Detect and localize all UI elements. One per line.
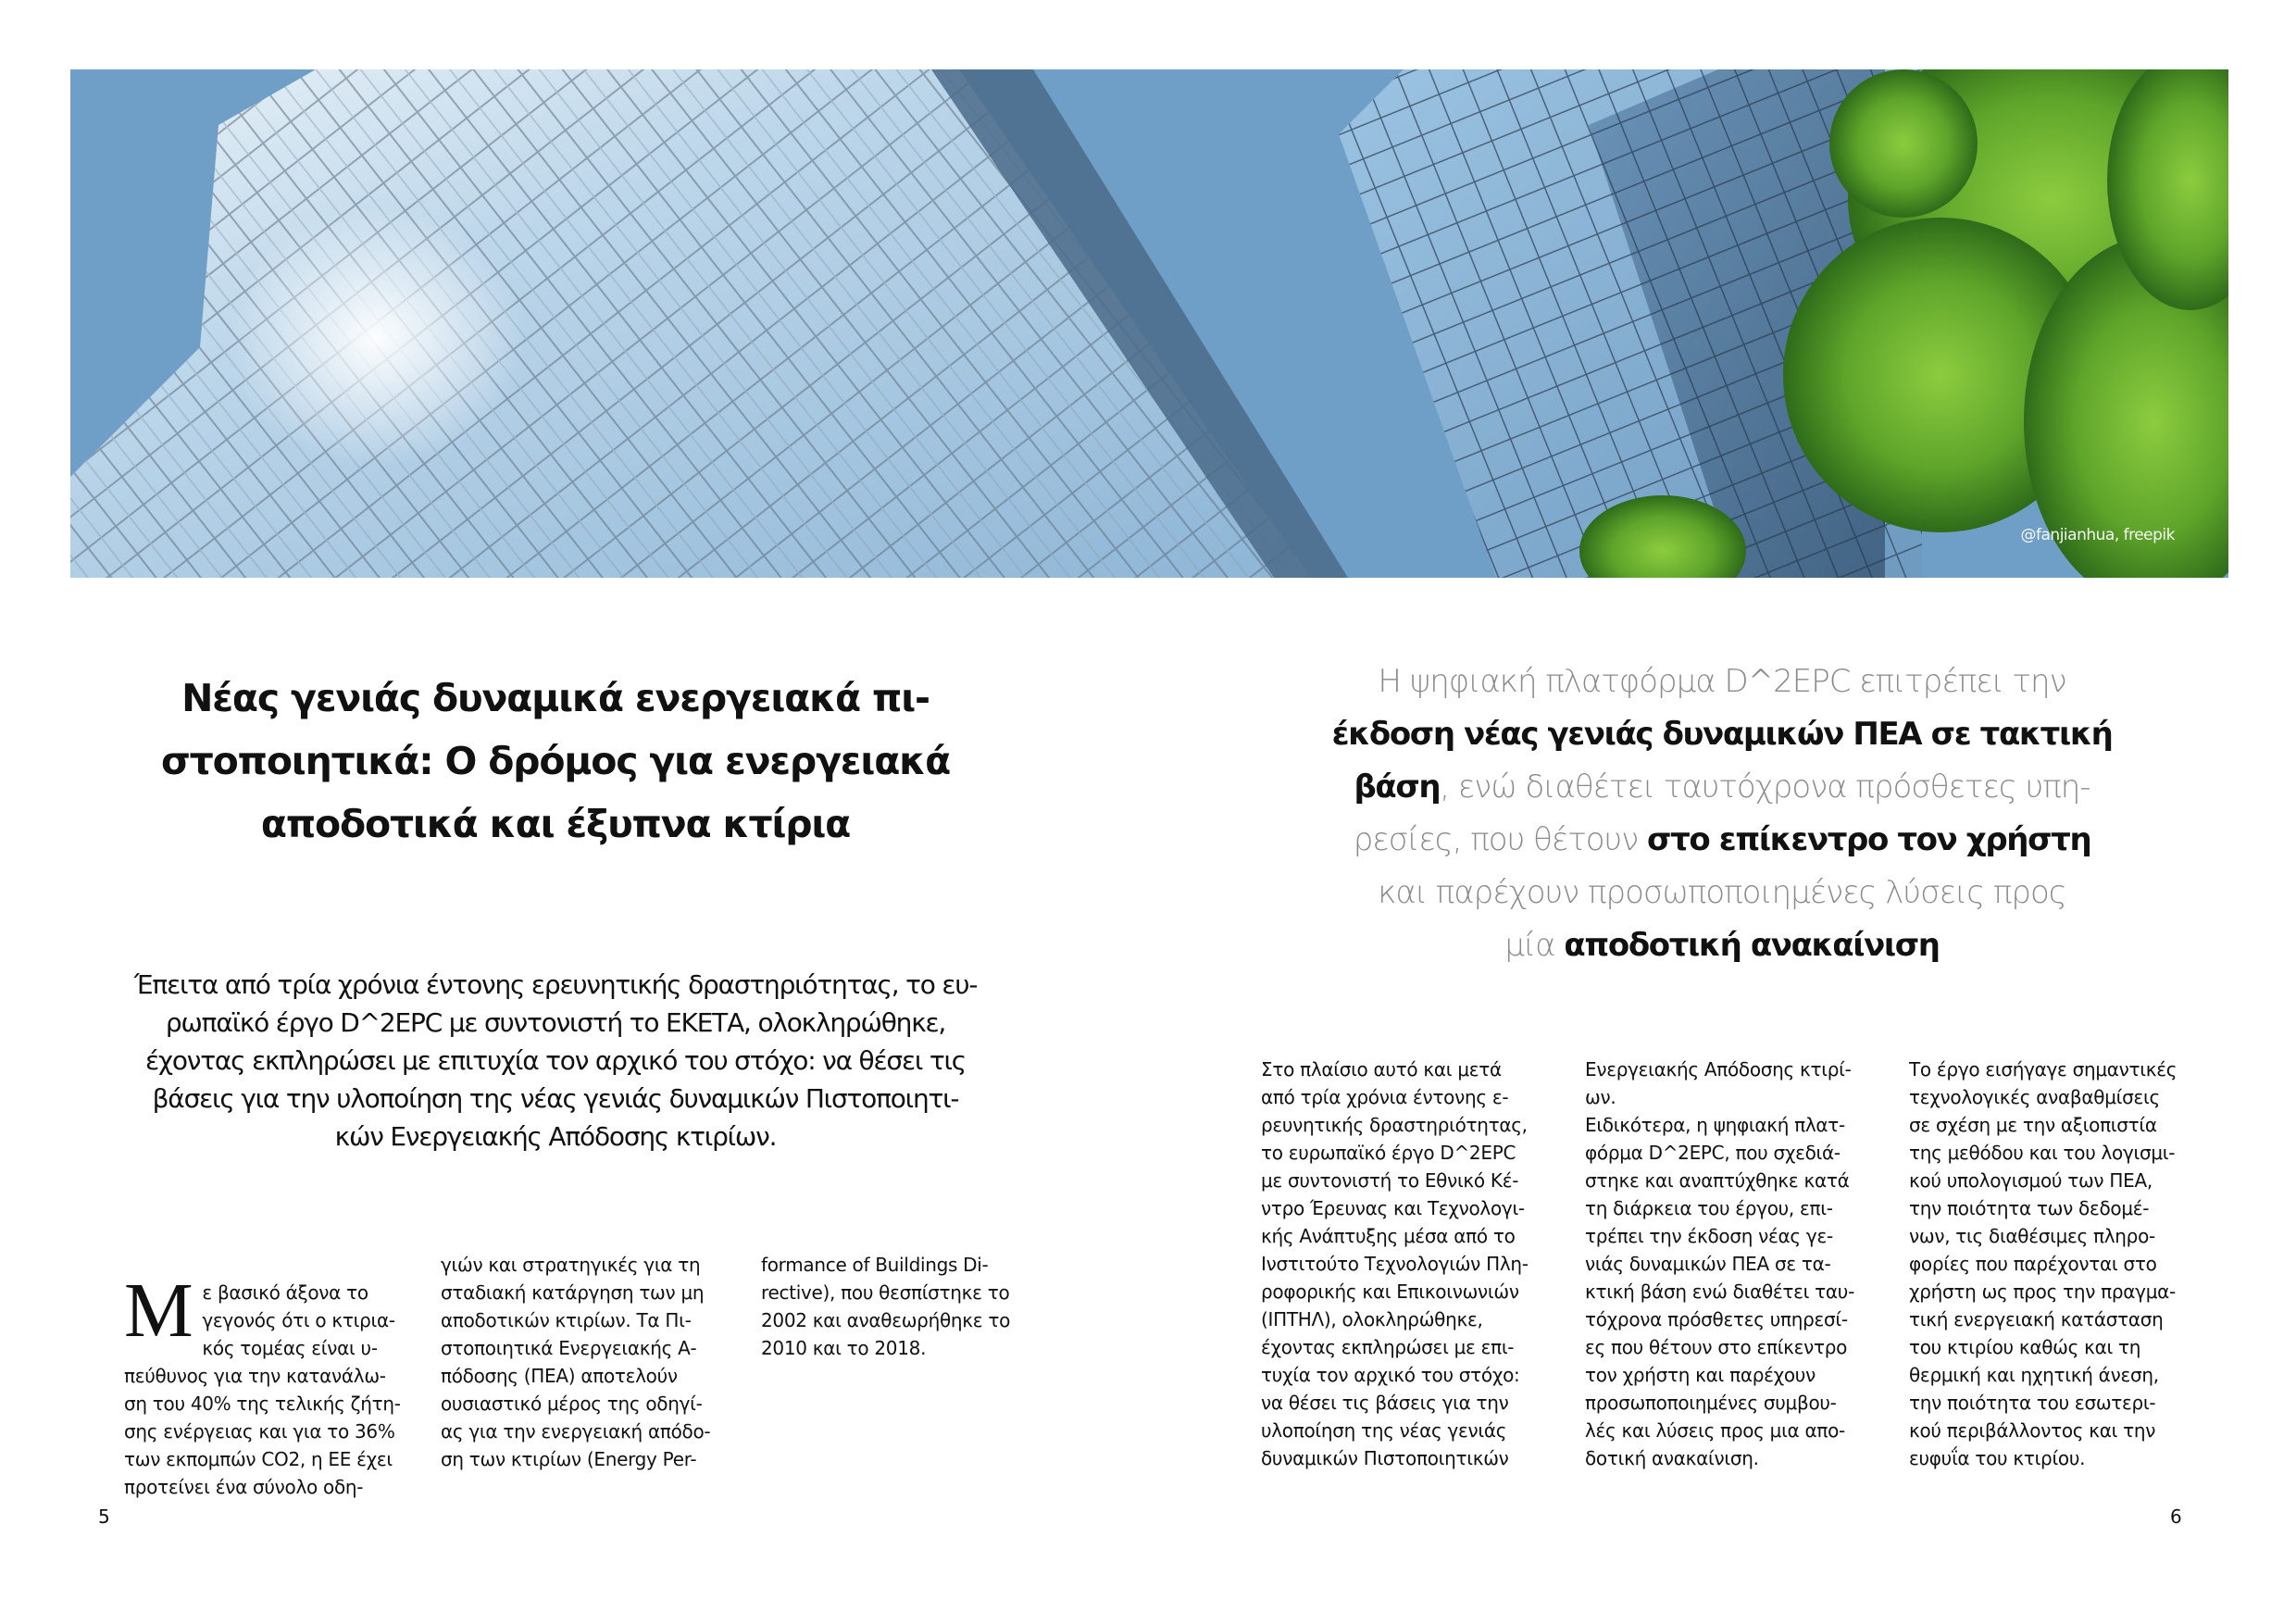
intro-line: έχοντας εκπληρώσει με επιτυχία τον αρχικό του στόχο: να θέσει τις	[144, 1045, 967, 1076]
intro-line: Έπειτα από τρία χρόνια έντονης ερευνητικής δραστηριότητας, το ευ-	[133, 969, 978, 1000]
page-number-left: 5	[98, 1505, 110, 1528]
pullquote-light-text: Η ψηφιακή πλατφόρμα D^2EPC επιτρέπει την	[1378, 663, 2066, 700]
body-column-1	[124, 1251, 420, 1501]
pullquote-bold-text: έκδοση νέας γενιάς δυναμικών ΠΕΑ σε τακτική	[1331, 716, 2113, 753]
body-column-3: formance of Buildings Di- rective), που θεσπίστηκε το 2002 και αναθεωρήθηκε το 2010 και το 2018.	[761, 1254, 1011, 1359]
pullquote-light-text: μία	[1504, 927, 1565, 964]
headline-line: αποδοτικά και έξυπνα κτίρια	[260, 802, 851, 846]
body-column-2: γιών και στρατηγικές για τη σταδιακή κατάργηση των μη αποδοτικών κτιρίων. Τα Πι- στοποιητικά Ενεργειακής Α- πόδοσης (ΠΕΑ) αποτελούν ουσιαστικό μέρος της οδηγί- ας για την ενεργειακή απόδο- ση των κτιρίων (Energy Per-	[441, 1254, 711, 1470]
column-text: ε βασικό άξονα το γεγονός ότι ο κτιρια- κός τομέας είναι υ- πεύθυνος για την κατανάλω- ση του 40% της τελικής ζήτη- σης ενέργειας και για το 36% των εκπομπών CO2, η ΕΕ έχει προτείνει ένα σύνολο οδη-	[124, 1281, 401, 1498]
article-intro	[111, 966, 1000, 1156]
drop-cap: Μ	[124, 1268, 193, 1354]
pullquote-light-text: , ενώ διαθέτει ταυτόχρονα πρόσθετες υπη-	[1440, 768, 2090, 806]
headline-line: Νέας γενιάς δυναμικά ενεργειακά πι-	[181, 676, 930, 720]
pullquote-line	[1268, 867, 2176, 919]
pullquote-line	[1268, 761, 2176, 814]
pullquote-line	[1268, 656, 2176, 708]
banner-photo	[70, 69, 2228, 578]
intro-line: ρωπαϊκό έργο D^2EPC με συντονιστή το ΕΚΕΤΑ, ολοκληρώθηκε,	[165, 1007, 946, 1038]
body-column-6: Το έργο εισήγαγε σημαντικές τεχνολογικές αναβαθμίσεις σε σχέση με την αξιοπιστία της μεθόδου και του λογισμι- κού υπολογισμού των ΠΕΑ, την ποιότητα των δεδομέ- νων, τις διαθέσιμες πληρο- φορίες που παρέχονται στο χρήστη ως προς την πραγμα- τική ενεργειακή κατάσταση του κτιρίου καθώς και τη θερμική και ηχητική άνεση, την ποιότητα του εσωτερι- κού περιβάλλοντος και την ευφυΐα του κτιρίου.	[1909, 1058, 2177, 1469]
body-column-5: Ενεργειακής Απόδοσης κτιρί- ων. Ειδικότερα, η ψηφιακή πλατ- φόρμα D^2EPC, που σχεδιά- στηκε και αναπτύχθηκε κατά τη διάρκεια του έργου, επι- τρέπει την έκδοση νέας γε- νιάς δυναμικών ΠΕΑ σε τα- κτική βάση ενώ διαθέτει ταυ- τόχρονα πρόσθετες υπηρεσί- ες που θέτουν στο επίκεντρο τον χρήστη και παρέχουν προσωποποιημένες συμβου- λές και λύσεις προς μια απο- δοτική ανακαίνιση.	[1585, 1058, 1854, 1469]
intro-line: κών Ενεργειακής Απόδοσης κτιρίων.	[334, 1121, 777, 1152]
pullquote-light-text: ρεσίες, που θέτουν	[1353, 821, 1648, 858]
pullquote-bold-text: στο επίκεντρο τον χρήστη	[1647, 821, 2091, 858]
pullquote-light-text: και παρέχουν προσωποποιημένες λύσεις προς	[1378, 874, 2066, 911]
photo-credit: @fanjianhua, freepik	[2020, 526, 2175, 544]
pullquote-bold-text: βάση	[1354, 768, 1441, 806]
pullquote-line	[1268, 814, 2176, 867]
page-number-right: 6	[2170, 1505, 2182, 1528]
pull-quote	[1268, 656, 2176, 972]
intro-line: βάσεις για την υλοποίηση της νέας γενιάς δυναμικών Πιστοποιητι-	[152, 1083, 959, 1114]
body-column-4: Στο πλαίσιο αυτό και μετά από τρία χρόνια έντονης ε- ρευνητικής δραστηριότητας, το ευρωπαϊκό έργο D^2EPC με συντονιστή το Εθνικό Κέ- ντρο Έρευνας και Τεχνολογι- κής Ανάπτυξης μέσα από το Ινστιτούτο Τεχνολογιών Πλη- ροφορικής και Επικοινωνιών (ΙΠΤΗΛ), ολοκληρώθηκε, έχοντας εκπληρώσει με επι- τυχία τον αρχικό του στόχο: να θέσει τις βάσεις για την υλοποίηση της νέας γενιάς δυναμικών Πιστοποιητικών	[1261, 1058, 1529, 1469]
skyscrapers-photo-illustration	[70, 69, 2228, 578]
article-headline	[111, 667, 1000, 856]
pullquote-line	[1268, 708, 2176, 761]
headline-line: στοποιητικά: Ο δρόμος για ενεργειακά	[160, 739, 951, 783]
pullquote-line	[1268, 919, 2176, 972]
pullquote-bold-text: αποδοτική ανακαίνιση	[1564, 927, 1940, 964]
